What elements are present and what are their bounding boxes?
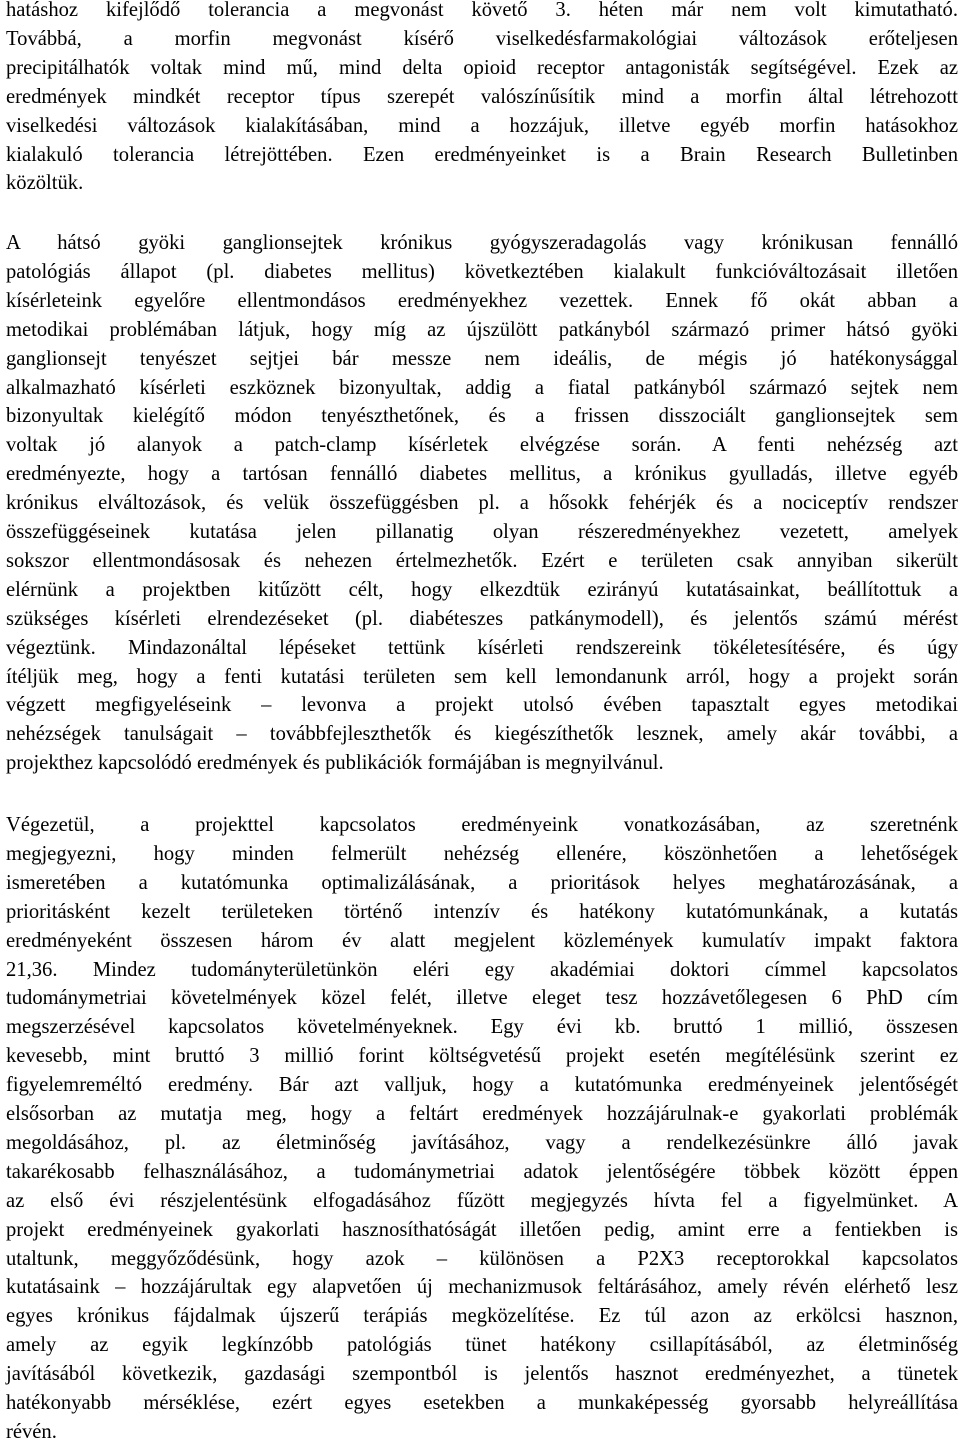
text-line: figyelemreméltó eredmény. Bár azt valljuk, hogy a kutatómunka eredményeinek jelentőségét: [6, 1074, 958, 1097]
text-line: 21,36. Mindez tudományterületünkön eléri egy akadémiai doktori címmel kapcsolatos: [6, 958, 958, 981]
text-line: eredményezte, hogy a tartósan fennálló diabetes mellitus, a krónikus gyulladás, illetve egyéb: [6, 463, 958, 486]
text-line: alkalmazható kísérleti eszköznek bizonyultak, addig a fiatal patkányból származó sejtek nem: [6, 376, 958, 399]
text-line: az első évi részjelentésünk elfogadásához fűzött megjegyzés hívta fel a figyelmünket. A: [6, 1189, 958, 1212]
text-line: eredmények mindkét receptor típus szerepét valószínűsítik mind a morfin által létrehozott: [6, 85, 958, 108]
text-line: végzett megfigyeléseink – levonva a projekt utolsó évében tapasztalt egyes metodikai: [6, 694, 958, 717]
text-line: javításából következik, gazdasági szempontból is jelentős hasznot eredményezhet, a tünetek: [6, 1363, 958, 1386]
text-line: elérnünk a projektben kitűzött célt, hogy elkezdtük ezirányú kutatásainkat, beállítottuk a: [6, 578, 958, 601]
text-line: Végezetül, a projekttel kapcsolatos eredményeink vonatkozásában, az szeretnénk: [6, 814, 958, 836]
text-line: bizonyultak kielégítő módon tenyészthetőnek, és a frissen disszociált ganglionsejtek sem: [6, 405, 958, 428]
text-line: amely az egyik legkínzóbb patológiás tünet hatékony csillapításából, az életminőség: [6, 1334, 958, 1357]
text-line: projekt eredményeinek gyakorlati hasznosíthatóságát illetően pedig, amint erre a fentiekben is: [6, 1218, 958, 1241]
text-line: megoldásához, pl. az életminőség javításához, vagy a rendelkezésünkre álló javak: [6, 1131, 958, 1154]
text-line: elsősorban az mutatja meg, hogy a feltárt eredmények hozzájárulnak-e gyakorlati problémák: [6, 1103, 958, 1125]
text-line: megszerzésével kapcsolatos követelményeknek. Egy évi kb. bruttó 1 millió, összesen: [6, 1016, 958, 1039]
text-line: összefüggéseinek kutatása jelen pillanatig olyan részeredményekhez vezetett, amelyek: [6, 521, 958, 543]
text-line: A hátsó gyöki ganglionsejtek krónikus gyógyszeradagolás vagy krónikusan fennálló: [6, 232, 958, 254]
text-line: révén.: [6, 1420, 57, 1443]
text-line: voltak jó alanyok a patch-clamp kísérletek elvégzése során. A fenti nehézség azt: [6, 434, 958, 457]
text-line: hatékonyabb mérséklése, ezért egyes esetekben a munkaképesség gyorsabb helyreállítása: [6, 1392, 958, 1414]
text-line: patológiás állapot (pl. diabetes mellitus) következtében kialakult funkcióváltozásait illetően: [6, 260, 958, 283]
text-line: nehézségek tanulságait – továbbfejleszthetők és kiegészíthetők lesznek, amely akár további, a: [6, 723, 958, 746]
text-line: takarékosabb felhasználásához, a tudománymetriai adatok jelentőségére többek között éppen: [6, 1160, 958, 1183]
text-line: kutatásaink – hozzájárultak egy alapvetően új mechanizmusok feltárásához, amely révén elérhető lesz: [6, 1276, 958, 1299]
text-line: kísérleteink egyelőre ellentmondásos eredményekhez vezettek. Ennek fő okát abban a: [6, 289, 958, 312]
text-line: tudománymetriai követelmények közel felét, illetve eleget tesz hozzávetőlegesen 6 PhD cím: [6, 987, 958, 1010]
text-line: egyes krónikus fájdalmak újszerű terápiás megközelítése. Ez túl azon az erkölcsi hasznon,: [6, 1305, 958, 1328]
text-line: kevesebb, mint bruttó 3 millió forint költségvetésű projekt esetén megítélésünk szerint ez: [6, 1045, 958, 1068]
text-line: metodikai problémában látjuk, hogy míg az újszülött patkányból származó primer hátsó gyöki: [6, 318, 958, 341]
text-line: kialakuló tolerancia létrejöttében. Ezen eredményeinket is a Brain Research Bulletinben: [6, 143, 958, 166]
text-line: krónikus elváltozások, és velük összefüggésben pl. a hősokk fehérjék és a nociceptív rendszer: [6, 492, 958, 515]
text-line: precipitálhatók voltak mind mű, mind delta opioid receptor antagonisták segítségével. Ezek az: [6, 56, 958, 79]
text-line: prioritásként kezelt területeken történő intenzív és hatékony kutatómunkának, a kutatás: [6, 900, 958, 923]
text-line: szükséges kísérleti elrendezéseket (pl. diabéteszes patkánymodell), és jelentős számú mérést: [6, 607, 958, 630]
text-line: közöltük.: [6, 172, 84, 195]
text-line: projekthez kapcsolódó eredmények és publikációk formájában is megnyilvánul.: [6, 752, 664, 775]
text-line: ítéljük meg, hogy a fenti kutatási területen sem kell lemondanunk arról, hogy a projekt során: [6, 665, 958, 688]
text-line: végeztünk. Mindazonáltal lépéseket tettünk kísérleti rendszereink tökéletesítésére, és úgy: [6, 636, 958, 659]
text-line: sokszor ellentmondásosak és nehezen értelmezhetők. Ezért e területen csak annyiban sikerült: [6, 549, 958, 572]
text-line: hatáshoz kifejlődő tolerancia a megvonást követő 3. héten már nem volt kimutatható.: [6, 0, 958, 21]
text-line: ismeretében a kutatómunka optimalizálásának, a prioritások helyes meghatározásának, a: [6, 871, 958, 894]
text-line: viselkedési változások kialakításában, mind a hozzájuk, illetve egyéb morfin hatásokhoz: [6, 114, 958, 137]
text-line: ganglionsejt tenyészet sejtjei bár messze nem ideális, de mégis jó hatékonysággal: [6, 347, 958, 370]
text-line: Továbbá, a morfin megvonást kísérő viselkedésfarmakológiai változások erőteljesen: [6, 27, 958, 50]
text-line: eredményeként összesen három év alatt megjelent közlemények kumulatív impakt faktora: [6, 929, 958, 952]
text-line: megjegyezni, hogy minden felmerült nehézség ellenére, köszönhetően a lehetőségek: [6, 842, 958, 865]
text-line: utaltunk, meggyőződésünk, hogy azok – különösen a P2X3 receptorokkal kapcsolatos: [6, 1247, 958, 1270]
